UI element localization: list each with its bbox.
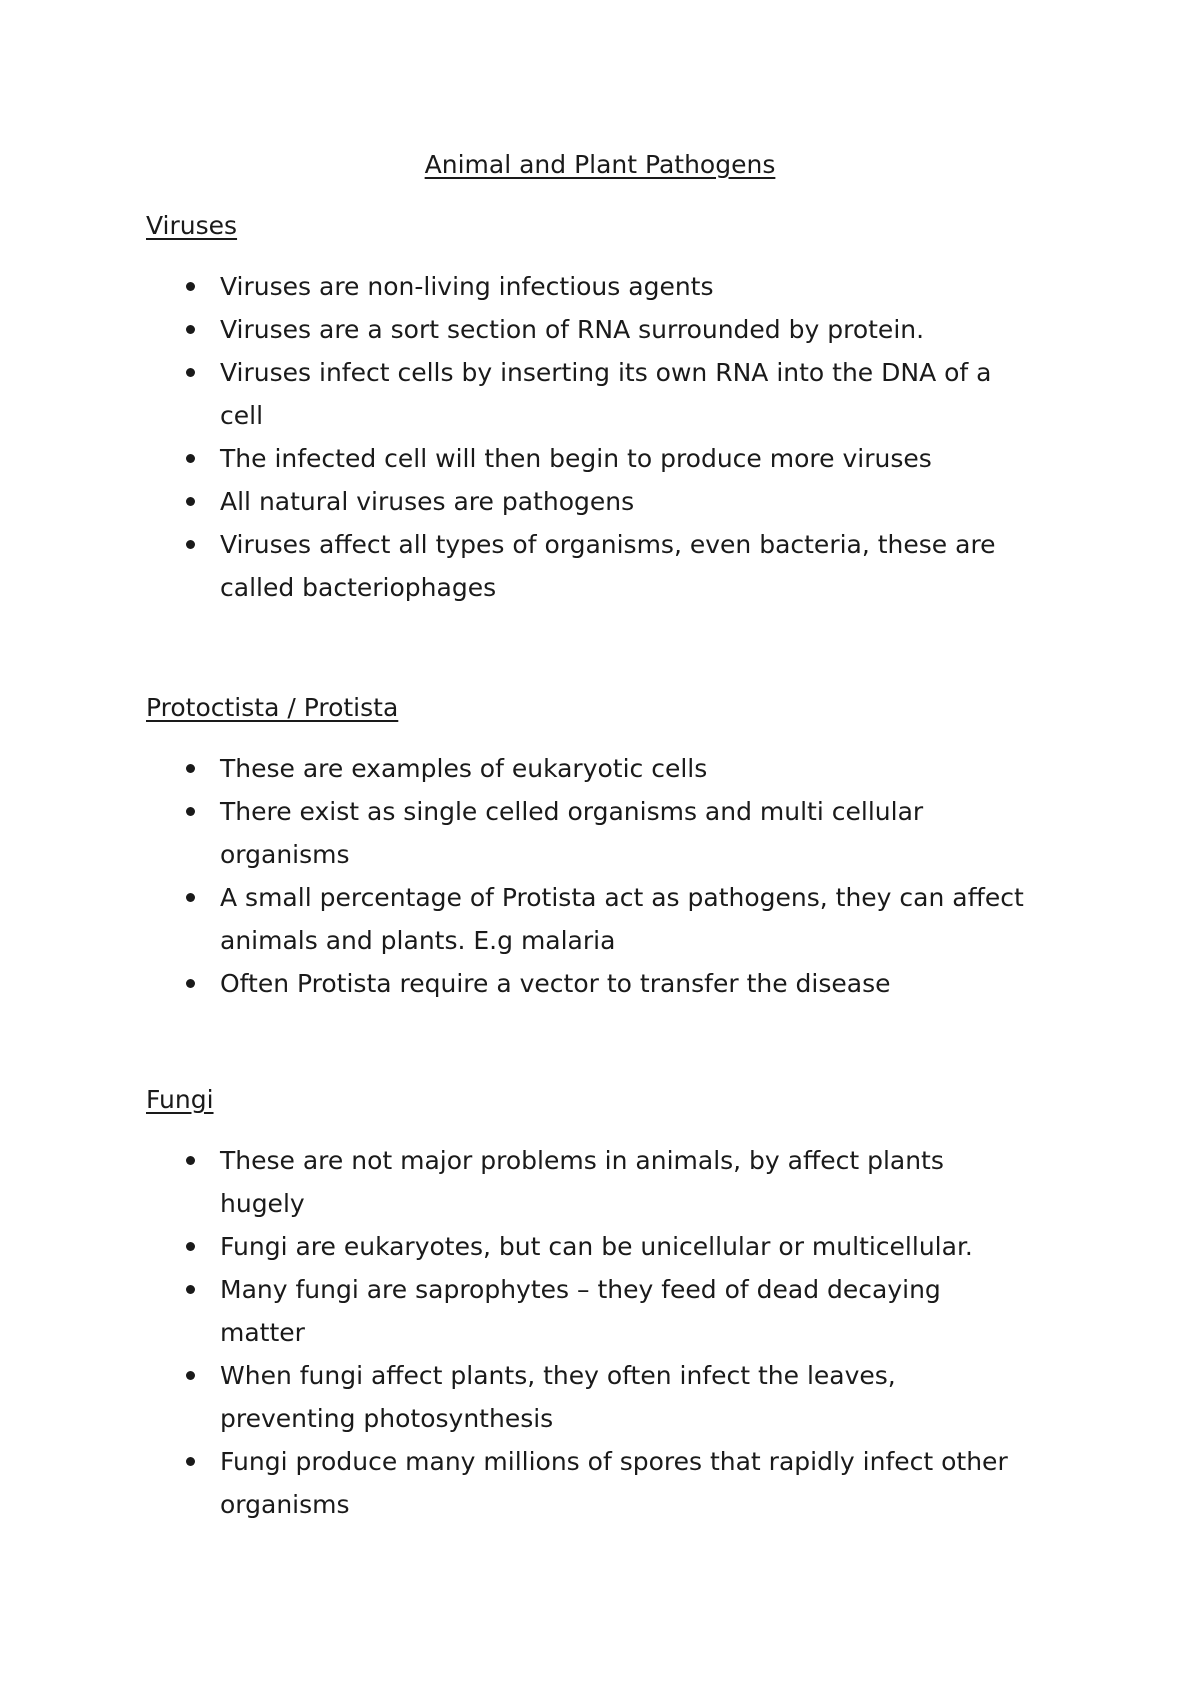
bullet-icon xyxy=(186,325,195,334)
list-item xyxy=(146,790,1030,876)
bullet-icon xyxy=(186,764,195,773)
list-item-text: Fungi produce many millions of spores that rapidly infect other organisms xyxy=(220,1447,1008,1519)
list-item xyxy=(146,308,1030,351)
list-item-text: The infected cell will then begin to produce more viruses xyxy=(220,444,932,473)
section-heading-viruses: Viruses xyxy=(146,211,238,240)
list-item-text: Many fungi are saprophytes – they feed of dead decaying matter xyxy=(220,1275,941,1347)
section-heading-fungi: Fungi xyxy=(146,1085,214,1114)
list-item xyxy=(146,1139,1030,1225)
list-item xyxy=(146,1268,1030,1354)
bullet-icon xyxy=(186,807,195,816)
list-item xyxy=(146,876,1030,962)
list-item xyxy=(146,1440,1030,1526)
list-item xyxy=(146,1354,1030,1440)
list-item xyxy=(146,480,1030,523)
list-item-text: Fungi are eukaryotes, but can be unicellular or multicellular. xyxy=(220,1232,973,1261)
list-item xyxy=(146,747,1030,790)
list-item xyxy=(146,351,1030,437)
list-item xyxy=(146,962,1030,1005)
list-item xyxy=(146,437,1030,480)
bullet-icon xyxy=(186,1285,195,1294)
bullet-icon xyxy=(186,497,195,506)
bullet-icon xyxy=(186,1242,195,1251)
list-item xyxy=(146,1225,1030,1268)
list-item-text: These are examples of eukaryotic cells xyxy=(220,754,708,783)
bullet-icon xyxy=(186,893,195,902)
section-heading-protista: Protoctista / Protista xyxy=(146,693,399,722)
list-item-text: When fungi affect plants, they often infect the leaves, preventing photosynthesis xyxy=(220,1361,896,1433)
document-title: Animal and Plant Pathogens xyxy=(424,150,776,179)
list-item-text: Viruses are a sort section of RNA surrounded by protein. xyxy=(220,315,925,344)
bullet-icon xyxy=(186,1457,195,1466)
list-item-text: These are not major problems in animals, by affect plants hugely xyxy=(220,1146,944,1218)
bullet-icon xyxy=(186,540,195,549)
section-viruses xyxy=(146,209,1086,609)
list-item-text: Often Protista require a vector to transfer the disease xyxy=(220,969,891,998)
section-protista xyxy=(146,691,1086,1005)
bullet-list-fungi xyxy=(146,1139,1086,1526)
bullet-list-protista xyxy=(146,747,1086,1005)
bullet-icon xyxy=(186,979,195,988)
section-fungi xyxy=(146,1083,1086,1526)
list-item-text: There exist as single celled organisms and multi cellular organisms xyxy=(220,797,924,869)
bullet-icon xyxy=(186,368,195,377)
bullet-icon xyxy=(186,1156,195,1165)
list-item-text: Viruses affect all types of organisms, even bacteria, these are called bacteriophages xyxy=(220,530,996,602)
list-item xyxy=(146,523,1030,609)
bullet-list-viruses xyxy=(146,265,1086,609)
list-item-text: A small percentage of Protista act as pathogens, they can affect animals and plants. E.g malaria xyxy=(220,883,1024,955)
bullet-icon xyxy=(186,454,195,463)
list-item-text: Viruses infect cells by inserting its own RNA into the DNA of a cell xyxy=(220,358,992,430)
bullet-icon xyxy=(186,282,195,291)
list-item-text: All natural viruses are pathogens xyxy=(220,487,635,516)
list-item-text: Viruses are non-living infectious agents xyxy=(220,272,714,301)
list-item xyxy=(146,265,1030,308)
bullet-icon xyxy=(186,1371,195,1380)
